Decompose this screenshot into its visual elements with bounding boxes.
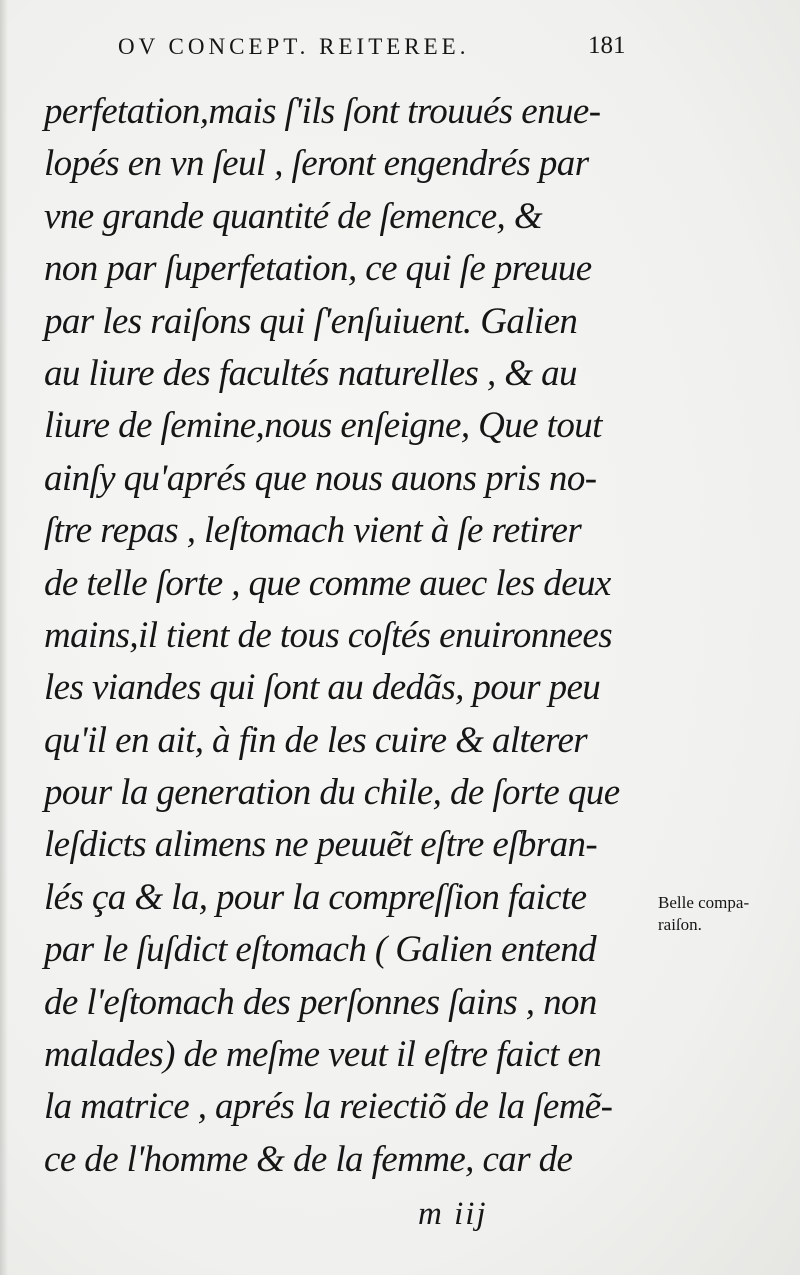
text-line: mains,il tient de tous coſtés enuironnees bbox=[44, 614, 612, 656]
text-line: de l'eſtomach des perſonnes ſains , non bbox=[44, 981, 597, 1023]
text-line: les viandes qui ſont au dedãs, pour peu bbox=[44, 667, 601, 709]
text-line: la matrice , aprés la reiectiõ de la ſemẽ- bbox=[44, 1086, 613, 1128]
text-line: ainſy qu'aprés que nous auons pris no- bbox=[44, 457, 597, 499]
text-line: pour la generation du chile, de ſorte que bbox=[44, 772, 620, 814]
margin-note bbox=[658, 892, 788, 936]
text-line: liure de ſemine,nous enſeigne, Que tout bbox=[44, 405, 602, 447]
page-number: 181 bbox=[588, 32, 626, 59]
text-line: vne grande quantité de ſemence, & bbox=[44, 195, 543, 237]
text-line: lés ça & la, pour la compreſſion faicte bbox=[44, 876, 587, 918]
margin-note-line: Belle compa- bbox=[658, 893, 750, 912]
margin-note-line: raiſon. bbox=[658, 915, 702, 934]
text-line: ſtre repas , leſtomach vient à ſe retirer bbox=[44, 510, 582, 552]
text-line: malades) de meſme veut il eſtre faict en bbox=[44, 1034, 602, 1076]
text-line: par les raiſons qui ſ'enſuiuent. Galien bbox=[44, 300, 578, 342]
signature-mark: m iij bbox=[418, 1196, 488, 1232]
text-line: qu'il en ait, à fin de les cuire & alterer bbox=[44, 719, 588, 761]
text-line: au liure des facultés naturelles , & au bbox=[44, 352, 577, 394]
text-line: par le ſuſdict eſtomach ( Galien entend bbox=[44, 929, 597, 971]
text-line: perfetation,mais ſ'ils ſont trouués enue- bbox=[44, 91, 601, 132]
text-line: leſdicts alimens ne peuuẽt eſtre eſbran- bbox=[44, 824, 598, 866]
text-line: lopés en vn ſeul , ſeront engendrés par bbox=[44, 143, 589, 185]
text-line: ce de l'homme & de la femme, car de bbox=[44, 1138, 573, 1180]
text-line: de telle ſorte , que comme auec les deux bbox=[44, 562, 611, 604]
body-text bbox=[44, 86, 644, 1186]
text-line: non par ſuperfetation, ce qui ſe preuue bbox=[44, 248, 592, 290]
running-head: OV CONCEPT. REITEREE. bbox=[118, 34, 470, 59]
page-edge-shadow bbox=[0, 0, 8, 1275]
